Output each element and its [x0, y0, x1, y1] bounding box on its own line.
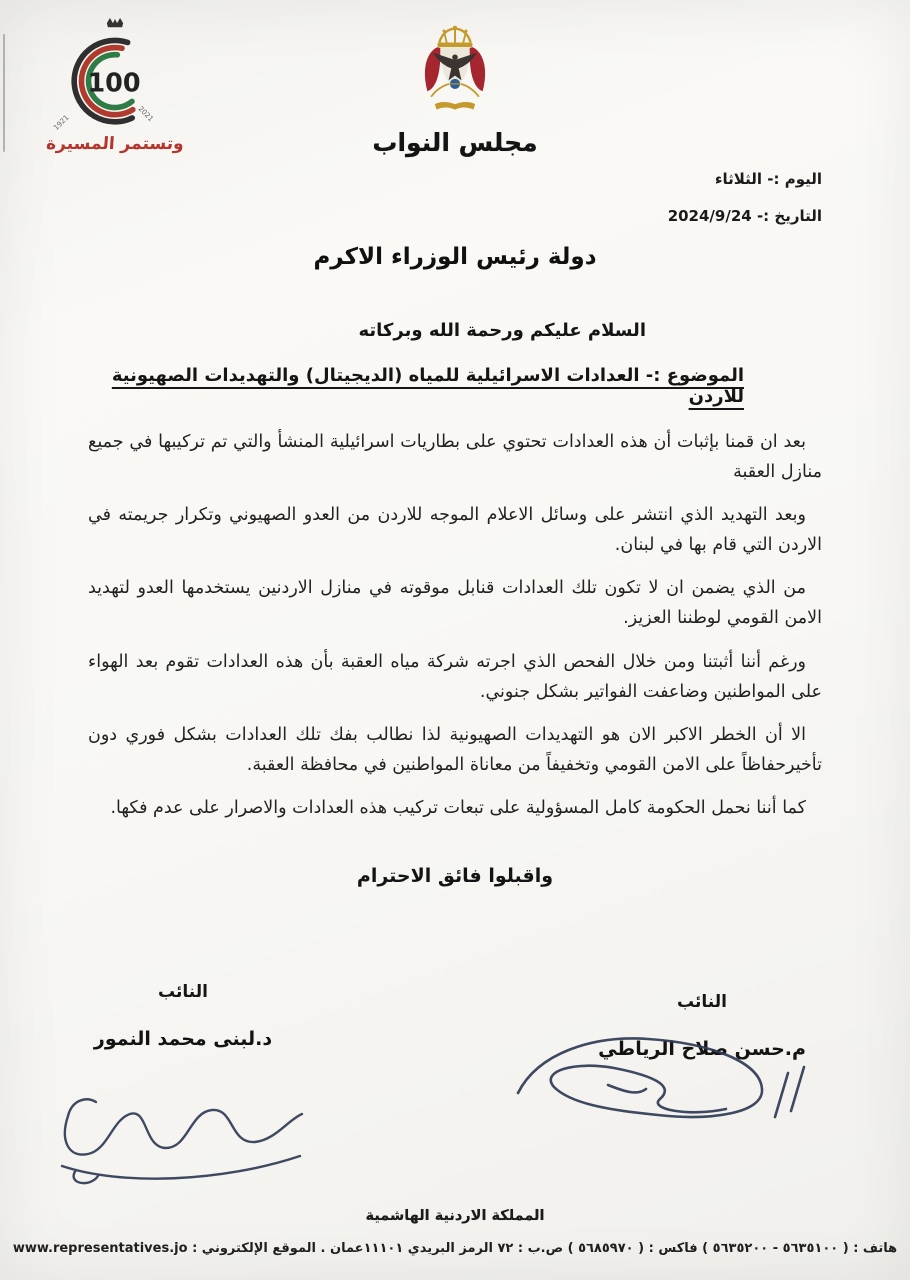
centennial-year-end: 2021	[136, 104, 156, 124]
ribbon-icon	[435, 102, 475, 110]
body-paragraph: ورغم أننا أثبتنا ومن خلال الفحص الذي اجرته شركة مياه العقبة بأن هذه العدادات تقوم بعد الهواء على المواطنين وضاعفت الفواتير بشكل جنوني.	[88, 651, 822, 702]
parliament-header	[335, 22, 575, 157]
centennial-logo	[44, 16, 186, 154]
date-line: التاريخ :- 2024/9/24	[667, 207, 822, 225]
centennial-year-start: 1921	[51, 112, 71, 132]
signature-block-right	[586, 992, 818, 1060]
kingdom-name: المملكة الاردنية الهاشمية	[365, 1208, 545, 1224]
signature-name: م.حسن صلاح الرياطي	[598, 1038, 806, 1060]
greeting-line: السلام عليكم ورحمة الله وبركاته	[358, 320, 646, 341]
signature-title: النائب	[677, 992, 727, 1012]
body-paragraph: الا أن الخطر الاكبر الان هو التهديدات الصهيونية لذا نطالب بفك تلك العدادات بشكل فوري دون تأخيرحفاظاً على الامن القومي وتخفيفاً من معاناة المواطنين في محافظة العقبة.	[88, 724, 822, 775]
body-paragraph: كما أننا نحمل الحكومة كامل المسؤولية على تبعات تركيب هذه العدادات والاصرار على عدم فكها.	[110, 797, 806, 818]
centennial-crown-icon	[107, 18, 123, 27]
body-paragraph: بعد ان قمنا بإثبات أن هذه العدادات تحتوي على بطاريات اسرائيلية المنشأ والتي تم تركيبها في جميع منازل العقبة	[88, 432, 822, 483]
day-line: اليوم :- الثلاثاء	[714, 170, 822, 188]
signature-ink-icon	[52, 1082, 314, 1194]
royal-crest-icon	[409, 22, 501, 120]
body-paragraph: من الذي يضمن ان لا تكون تلك العدادات قنابل موقوته في منازل الاردنين يستخدمها العدو لتهديد الامن القومي لوطننا العزيز.	[88, 578, 822, 629]
centennial-number: 100	[87, 67, 141, 98]
letter-title: دولة رئيس الوزراء الاكرم	[313, 244, 597, 270]
parliament-name: مجلس النواب	[372, 128, 538, 157]
footer-contact: هاتف : ( ٥٦٣٥١٠٠ - ٥٦٣٥٢٠٠ ) فاكس : ( ٥٦٨٥٩٧٠ ) ص.ب : ٧٢ الرمز البريدي ١١١٠١عمان . الموقع الإلكتروني : www.representatives.jo	[12, 1241, 898, 1256]
subject-line: الموضوع :- العدادات الاسرائيلية للمياه (الديجيتال) والتهديدات الصهيونية للاردن	[111, 365, 744, 407]
signature-title: النائب	[158, 982, 208, 1002]
closing-line: واقبلوا فائق الاحترام	[356, 865, 554, 888]
scan-artifact-line	[3, 34, 5, 152]
paragraphs-section	[88, 427, 822, 823]
signature-name: د.لبنى محمد النمور	[93, 1028, 273, 1050]
letter-body	[88, 170, 822, 887]
centennial-slogan: وتستمر المسيرة	[45, 134, 185, 154]
centennial-logo-icon	[48, 16, 182, 132]
body-paragraph: وبعد التهديد الذي انتشر على وسائل الاعلام الموجه للاردن من العدو الصهيوني وتكرار جريمته في الاردن التي قام بها في لبنان.	[88, 505, 822, 556]
date-block	[88, 170, 822, 225]
signature-block-left	[78, 982, 288, 1050]
